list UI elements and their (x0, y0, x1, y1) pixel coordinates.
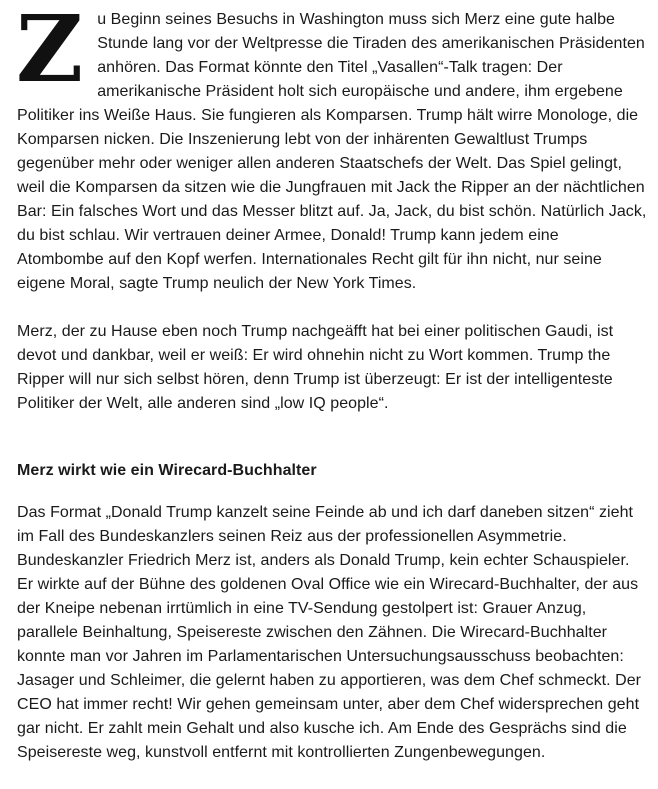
article-body (16, 0, 649, 789)
paragraph-format: Das Format „Donald Trump kanzelt seine Feinde ab und ich darf daneben sitzen“ zieht im Fall des Bundeskanzlers seinen Reiz aus der professionellen Asymmetrie. Bundeskanzler Friedrich Merz ist, anders als Donald Trump, kein echter Schauspieler. Er wirkte auf der Bühne des goldenen Oval Office wie ein Wirecard-Buchhalter, der aus der Kneipe nebenan irrtümlich in eine TV-Sendung gestolpert ist: Grauer Anzug, parallele Beinhaltung, Speisereste zwischen den Zähnen. Die Wirecard-Buchhalter konnte man vor Jahren im Parlamentarischen Untersuchungsausschuss beobachten: Jasager und Schleimer, die gelernt haben zu apportieren, was dem Chef schmeckt. Der CEO hat immer recht! Wir gehen gemeinsam unter, aber dem Chef widersprechen geht gar nicht. Er zahlt mein Gehalt und also kusche ich. Am Ende des Gesprächs sind die Speisereste weg, kunstvoll entfernt mit kontrollierten Zungenbewegungen. (17, 504, 642, 761)
paragraph-merz: Merz, der zu Hause eben noch Trump nachgeäfft hat bei einer politischen Gaudi, ist devot und dankbar, weil er weiß: Er wird ohnehin nicht zu Wort kommen. Trump the Ripper will nur sich selbst hören, denn Trump ist überzeugt: Er ist der intelligenteste Politiker der Welt, alle anderen sind „low IQ people“. (17, 323, 614, 412)
drop-cap: Z (16, 0, 84, 103)
paragraph-intro (16, 0, 649, 296)
section-subheading: Merz wirkt wie ein Wirecard-Buchhalter (17, 462, 317, 479)
paragraph-intro-text: u Beginn seines Besuchs in Washington muss sich Merz eine gute halbe Stunde lang vor der Weltpresse die Tiraden des amerikanischen Präsidenten anhören. Das Format könnte den Titel „Vasallen“-Talk tragen: Der amerikanische Präsident holt sich europäische und andere, ihm ergebene Politiker ins Weiße Haus. Sie fungieren als Komparsen. Trump hält wirre Monologe, die Komparsen nicken. Die Inszenierung lebt von der inhärenten Gewaltlust Trumps gegenüber mehr oder weniger allen anderen Staatschefs der Welt. Das Spiel gelingt, weil die Komparsen da sitzen wie die Jungfrauen mit Jack the Ripper an der nächtlichen Bar: Ein falsches Wort und das Messer blitzt auf. Ja, Jack, du bist schön. Natürlich Jack, du bist schlau. Wir vertrauen deiner Armee, Donald! Trump kann jedem eine Atombombe auf den Kopf werfen. Internationales Recht gilt für ihn nicht, nur seine eigene Moral, sagte Trump neulich der New York Times. (17, 11, 647, 292)
